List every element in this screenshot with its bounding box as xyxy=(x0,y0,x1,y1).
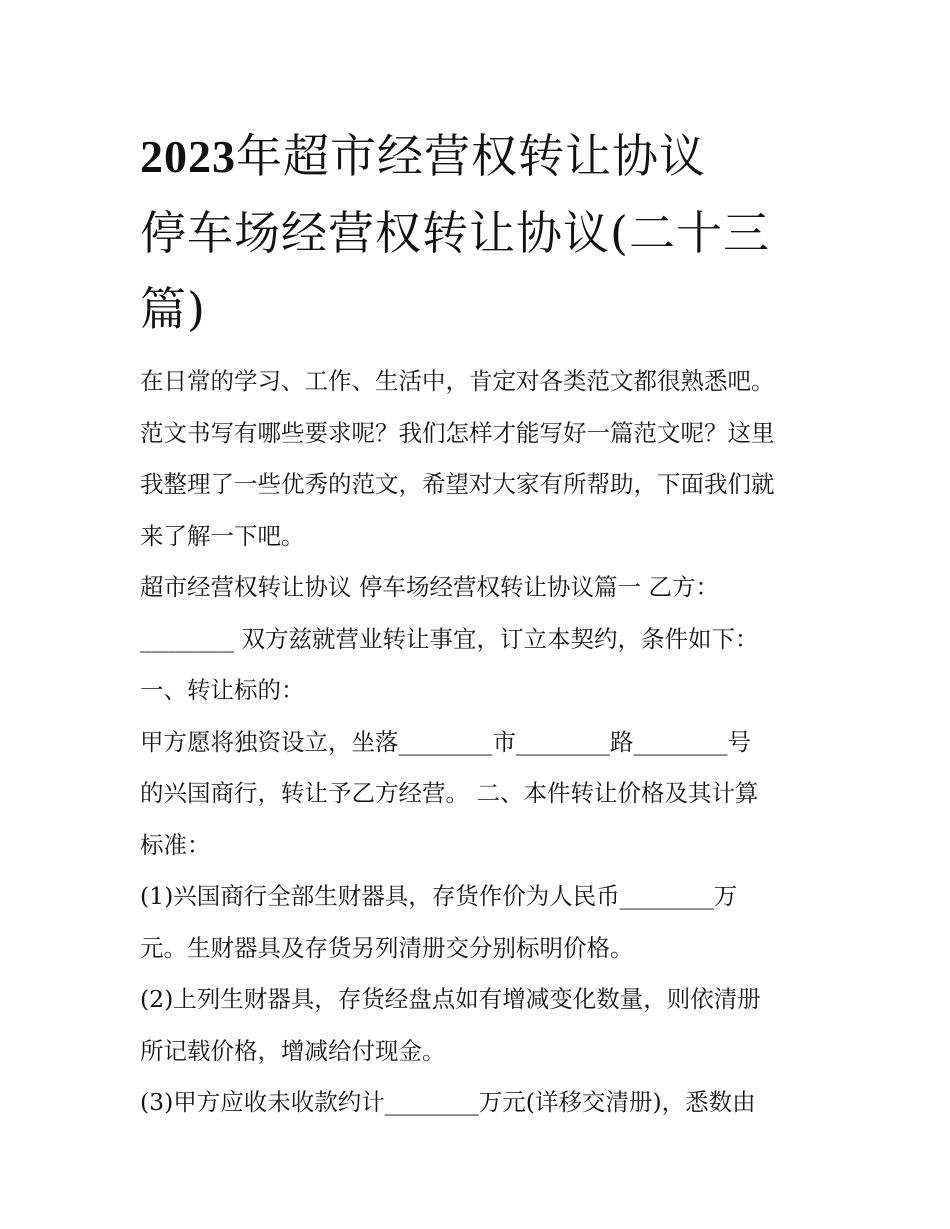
body-line: 所记载价格，增减给付现金。 xyxy=(140,1036,446,1065)
body-line: 的兴国商行，转让予乙方经营。 二、本件转让价格及其计算 xyxy=(140,779,759,807)
body-line: 来了解一下吧。 xyxy=(140,521,305,550)
body-line: 元。生财器具及存货另列清册交分别标明价格。 xyxy=(140,933,634,962)
body-line: (2)上列生财器具，存货经盘点如有增减变化数量，则依清册 xyxy=(140,985,761,1013)
title-line-1 xyxy=(140,118,830,195)
document-body xyxy=(140,356,830,1129)
body-line: (1)兴国商行全部生财器具，存货作价为人民币________万 xyxy=(140,882,738,910)
title-year: 2023 xyxy=(140,131,236,182)
body-line: 标准： xyxy=(140,830,211,859)
body-line: (3)甲方应收未收款约计________万元(详移交清册)，悉数由 xyxy=(140,1088,756,1116)
body-line: 我整理了一些优秀的范文，希望对大家有所帮助，下面我们就 xyxy=(140,470,775,498)
title-line-1-text: 年超市经营权转让协议 xyxy=(236,129,706,183)
body-line: 范文书写有哪些要求呢？我们怎样才能写好一篇范文呢？这里 xyxy=(140,418,775,447)
body-line: ________ 双方兹就营业转让事宜，订立本契约，条件如下： xyxy=(140,624,759,653)
title-line-3: 篇) xyxy=(140,282,206,336)
body-line: 在日常的学习、工作、生活中，肯定对各类范文都很熟悉吧。 xyxy=(140,367,775,395)
body-line: 一、转让标的： xyxy=(140,676,305,704)
body-line: 甲方愿将独资设立，坐落________市________路________号 xyxy=(140,727,751,756)
title-line-2: 停车场经营权转让协议(二十三 xyxy=(140,206,770,260)
document-title xyxy=(140,118,830,347)
body-line: 超市经营权转让协议 停车场经营权转让协议篇一 乙方： xyxy=(140,573,719,601)
